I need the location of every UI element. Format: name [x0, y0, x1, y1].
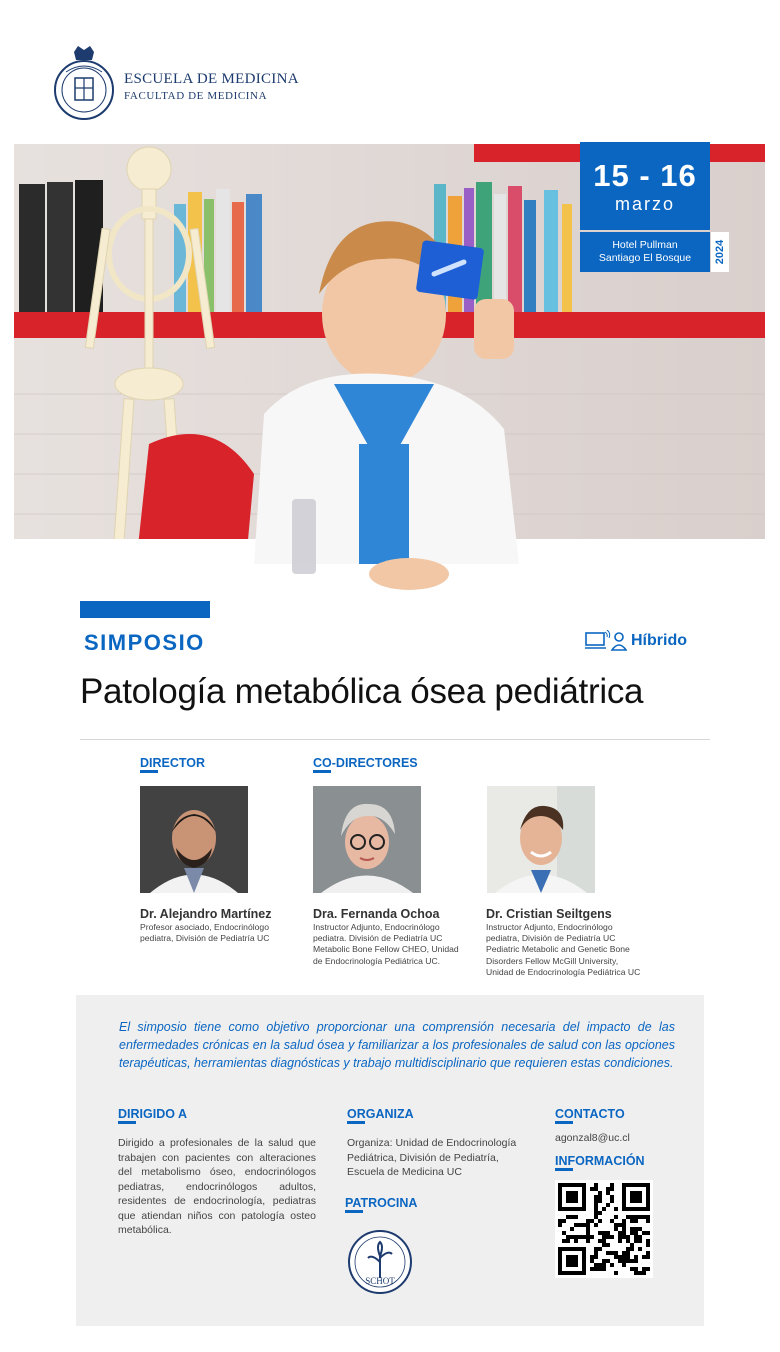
codirector-1-photo [313, 786, 421, 893]
director-photo [140, 786, 248, 893]
event-mode [585, 630, 687, 652]
informacion-label: INFORMACIÓN [555, 1154, 645, 1168]
director-label: DIRECTOR [140, 756, 206, 770]
event-year-box [711, 232, 729, 272]
qr-code-icon[interactable] [555, 1180, 653, 1278]
organiza-text: Organiza: Unidad de Endocrinología Pediátrica, División de Pediatría, Escuela de Medicina UC [347, 1137, 517, 1178]
accent-bar [80, 601, 210, 618]
venue-line-2: Santiago El Bosque [598, 252, 692, 264]
event-kicker: SIMPOSIO [84, 630, 205, 655]
venue-line-1: Hotel Pullman [612, 239, 678, 251]
organiza-label: ORGANIZA [347, 1107, 414, 1121]
page-title: Patología metabólica ósea pediátrica [80, 672, 644, 711]
patrocina-label: PATROCINA [345, 1196, 418, 1210]
university-seal-icon [52, 42, 116, 126]
person-name: Dr. Cristian Seiltgens [486, 907, 612, 921]
svg-text:SCHOT: SCHOT [365, 1276, 395, 1286]
mode-label: Híbrido [631, 632, 687, 649]
school-brand [52, 42, 299, 126]
event-days: 15 - 16 [593, 158, 697, 193]
person-role: Profesor asociado, Endocrinólogo pediatra, División de Pediatría UC [140, 922, 270, 944]
divider [80, 739, 710, 740]
event-month: marzo [614, 194, 675, 214]
contacto-label: CONTACTO [555, 1107, 625, 1121]
brand-line-1: ESCUELA DE MEDICINA [124, 70, 299, 87]
brand-line-2: FACULTAD DE MEDICINA [124, 89, 268, 102]
event-date-box [580, 142, 710, 230]
intro-text: El simposio tiene como objetivo proporcionar una comprensión necesaria del impacto de las enfermedades crónicas en la salud ósea y familiarizar a los profesionales de salud con las opciones terapéuticas, herramientas diagnósticas y trabajo multidisciplinario que requieren estas condiciones. [119, 1020, 675, 1070]
person-role: Instructor Adjunto, Endocrinólogo pediatra, División de Pediatría UC Pediatric Metabolic and Genetic Bone Disorders Fellow McGill University, Unidad de Endocrinología Pediátrica UC [486, 922, 641, 977]
schot-logo-icon [346, 1228, 414, 1296]
event-year: 2024 [714, 239, 727, 265]
codirectors-label: CO-DIRECTORES [313, 756, 418, 770]
dirigido-text: Dirigido a profesionales de la salud que trabajen con pacientes con alteraciones del metabolismo óseo, endocrinólogos pediatras, endocrinólogos adultos, residentes de endocrinología, pediatras que atiendan niños con patología osteo metabólica. [118, 1137, 316, 1236]
contact-email[interactable]: agonzal8@uc.cl [555, 1132, 630, 1144]
dirigido-label: DIRIGIDO A [118, 1107, 187, 1121]
person-name: Dr. Alejandro Martínez [140, 907, 272, 921]
codirector-2-photo [487, 786, 595, 893]
person-role: Instructor Adjunto, Endocrinólogo pediatra. División de Pediatría UC Metabolic Bone Fellow CHEO, Unidad de Endocrinología Pediátrica UC. [313, 922, 459, 966]
person-name: Dra. Fernanda Ochoa [313, 907, 440, 921]
event-venue-box [580, 232, 710, 272]
hybrid-icon [585, 630, 627, 652]
